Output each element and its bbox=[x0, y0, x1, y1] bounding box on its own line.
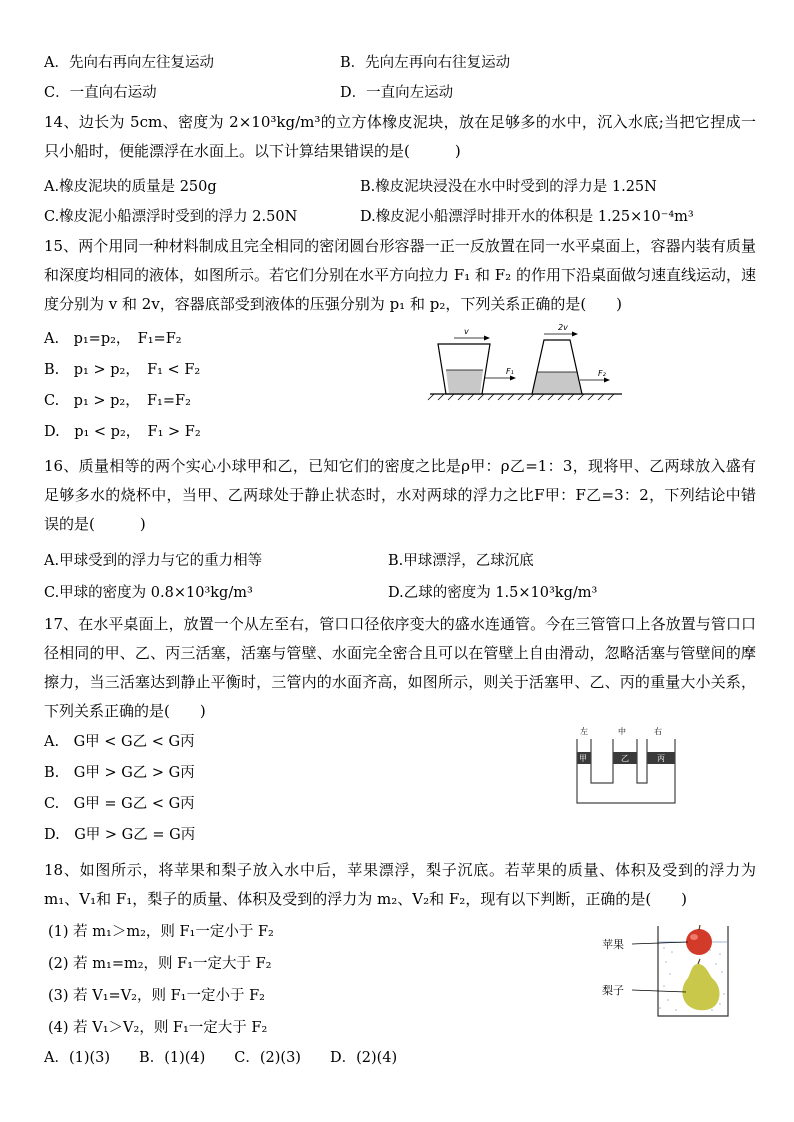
right-velocity-arrowhead bbox=[572, 332, 578, 337]
ground-hatch bbox=[428, 394, 614, 400]
q15-option-b: B. p₁ > p₂， F₁ < F₂ bbox=[44, 362, 201, 378]
left-velocity-arrowhead bbox=[484, 336, 490, 341]
q16-option-c: C.甲球的密度为 0.8×10³kg/m³ bbox=[44, 585, 253, 601]
f2-arrowhead bbox=[604, 378, 610, 383]
right-velocity-label: 2v bbox=[558, 323, 568, 332]
apple-label: 苹果 bbox=[602, 938, 624, 951]
q18-item-1: (1) 若 m₁＞m₂，则 F₁一定小于 F₂ bbox=[48, 924, 274, 940]
apple bbox=[686, 929, 712, 955]
q16-option-a: A.甲球受到的浮力与它的重力相等 bbox=[44, 553, 263, 569]
f1-arrowhead bbox=[510, 376, 516, 381]
q15-option-c: C. p₁ > p₂， F₁=F₂ bbox=[44, 393, 191, 409]
q17-option-a: A. G甲 < G乙 < G丙 bbox=[44, 734, 195, 750]
right-container-liquid bbox=[532, 372, 582, 394]
pear-pointer bbox=[632, 990, 686, 992]
q17-stem: 17、在水平桌面上，放置一个从左至右，管口口径依序变大的盛水连通管。今在三管管口上各放置与管口口径相同的甲、乙、丙三活塞，活塞与管壁、水面完全密合且可以在管壁上自由滑动，忽略活塞与管壁间的摩擦力，当三活塞达到静止平衡时，三管内的水面齐高，如图所示，则关于活塞甲、乙、丙的重量大小关系，下列关系正确的是( ) bbox=[44, 615, 756, 720]
connected-tube bbox=[577, 739, 675, 803]
q14-option-d: D.橡皮泥小船漂浮时排开水的体积是 1.25×10⁻⁴m³ bbox=[360, 209, 694, 225]
tube-label-left: 左 bbox=[580, 727, 588, 736]
pear-label: 梨子 bbox=[602, 984, 624, 997]
q17-option-d: D. G甲 > G乙 = G丙 bbox=[44, 827, 196, 843]
piston-bing-label: 丙 bbox=[657, 754, 665, 763]
tube-label-right: 右 bbox=[654, 727, 662, 736]
q16-option-b: B.甲球漂浮，乙球沉底 bbox=[388, 553, 534, 569]
q15-stem: 15、两个用同一种材料制成且完全相同的密闭圆台形容器一正一反放置在同一水平桌面上，容器内装有质量和深度均相同的液体，如图所示。若它们分别在水平方向拉力 F₁ 和 F₂ 的作用下沿桌面做匀速直线运动，速度分别为 v 和 2v，容器底部受到液体的压强分别为 p₁ 和 p₂，下列关系正确的是( ) bbox=[44, 237, 756, 313]
q15-option-a: A. p₁=p₂， F₁=F₂ bbox=[44, 331, 182, 347]
q17-option-c: C. G甲 = G乙 < G丙 bbox=[44, 796, 195, 812]
q17-figure bbox=[574, 725, 678, 805]
apple-highlight bbox=[690, 934, 698, 940]
q13-option-c: C．一直向右运动 bbox=[44, 85, 157, 101]
q18-figure bbox=[600, 922, 740, 1022]
tube-label-middle: 中 bbox=[618, 727, 626, 736]
left-container-liquid bbox=[446, 370, 483, 394]
left-velocity-label: v bbox=[464, 327, 469, 336]
q13-option-a: A．先向右再向左往复运动 bbox=[44, 55, 214, 71]
q16-stem: 16、质量相等的两个实心小球甲和乙，已知它们的密度之比是ρ甲：ρ乙=1：3，现将甲、乙两球放入盛有足够多水的烧杯中，当甲、乙两球处于静止状态时，水对两球的浮力之比F甲：F乙=3：2，下列结论中错误的是( ) bbox=[44, 457, 756, 533]
q18-stem: 18、如图所示，将苹果和梨子放入水中后，苹果漂浮，梨子沉底。若苹果的质量、体积及受到的浮力为 m₁、V₁和 F₁，梨子的质量、体积及受到的浮力为 m₂、V₂和 F₂，现有以下判断，正确的是( ) bbox=[44, 861, 756, 908]
q17-option-b: B. G甲 > G乙 > G丙 bbox=[44, 765, 195, 781]
f2-label: F₂ bbox=[598, 369, 606, 378]
q16-option-d: D.乙球的密度为 1.5×10³kg/m³ bbox=[388, 585, 598, 601]
q13-option-d: D．一直向左运动 bbox=[340, 85, 454, 101]
q14-stem: 14、边长为 5cm、密度为 2×10³kg/m³的立方体橡皮泥块，放在足够多的水中，沉入水底;当把它捏成一只小船时，便能漂浮在水面上。以下计算结果错误的是( ) bbox=[44, 113, 756, 160]
q15-figure bbox=[426, 322, 626, 402]
q18-answers: A．(1)(3) B．(1)(4) C．(2)(3) D．(2)(4) bbox=[44, 1050, 398, 1066]
q14-option-b: B.橡皮泥块浸没在水中时受到的浮力是 1.25N bbox=[360, 179, 657, 195]
q18-item-2: (2) 若 m₁=m₂，则 F₁一定大于 F₂ bbox=[48, 956, 272, 972]
pear bbox=[682, 964, 719, 1010]
q14-option-c: C.橡皮泥小船漂浮时受到的浮力 2.50N bbox=[44, 209, 298, 225]
q15-option-d: D. p₁ < p₂， F₁ > F₂ bbox=[44, 424, 201, 440]
piston-jia-label: 甲 bbox=[579, 754, 587, 763]
piston-yi-label: 乙 bbox=[621, 754, 629, 763]
pear-stem bbox=[698, 959, 700, 964]
f1-label: F₁ bbox=[506, 367, 514, 376]
q14-option-a: A.橡皮泥块的质量是 250g bbox=[44, 179, 217, 195]
q13-option-b: B．先向左再向右往复运动 bbox=[340, 55, 511, 71]
q18-item-3: (3) 若 V₁=V₂，则 F₁一定小于 F₂ bbox=[48, 988, 265, 1004]
q18-item-4: (4) 若 V₁＞V₂，则 F₁一定大于 F₂ bbox=[48, 1020, 268, 1036]
